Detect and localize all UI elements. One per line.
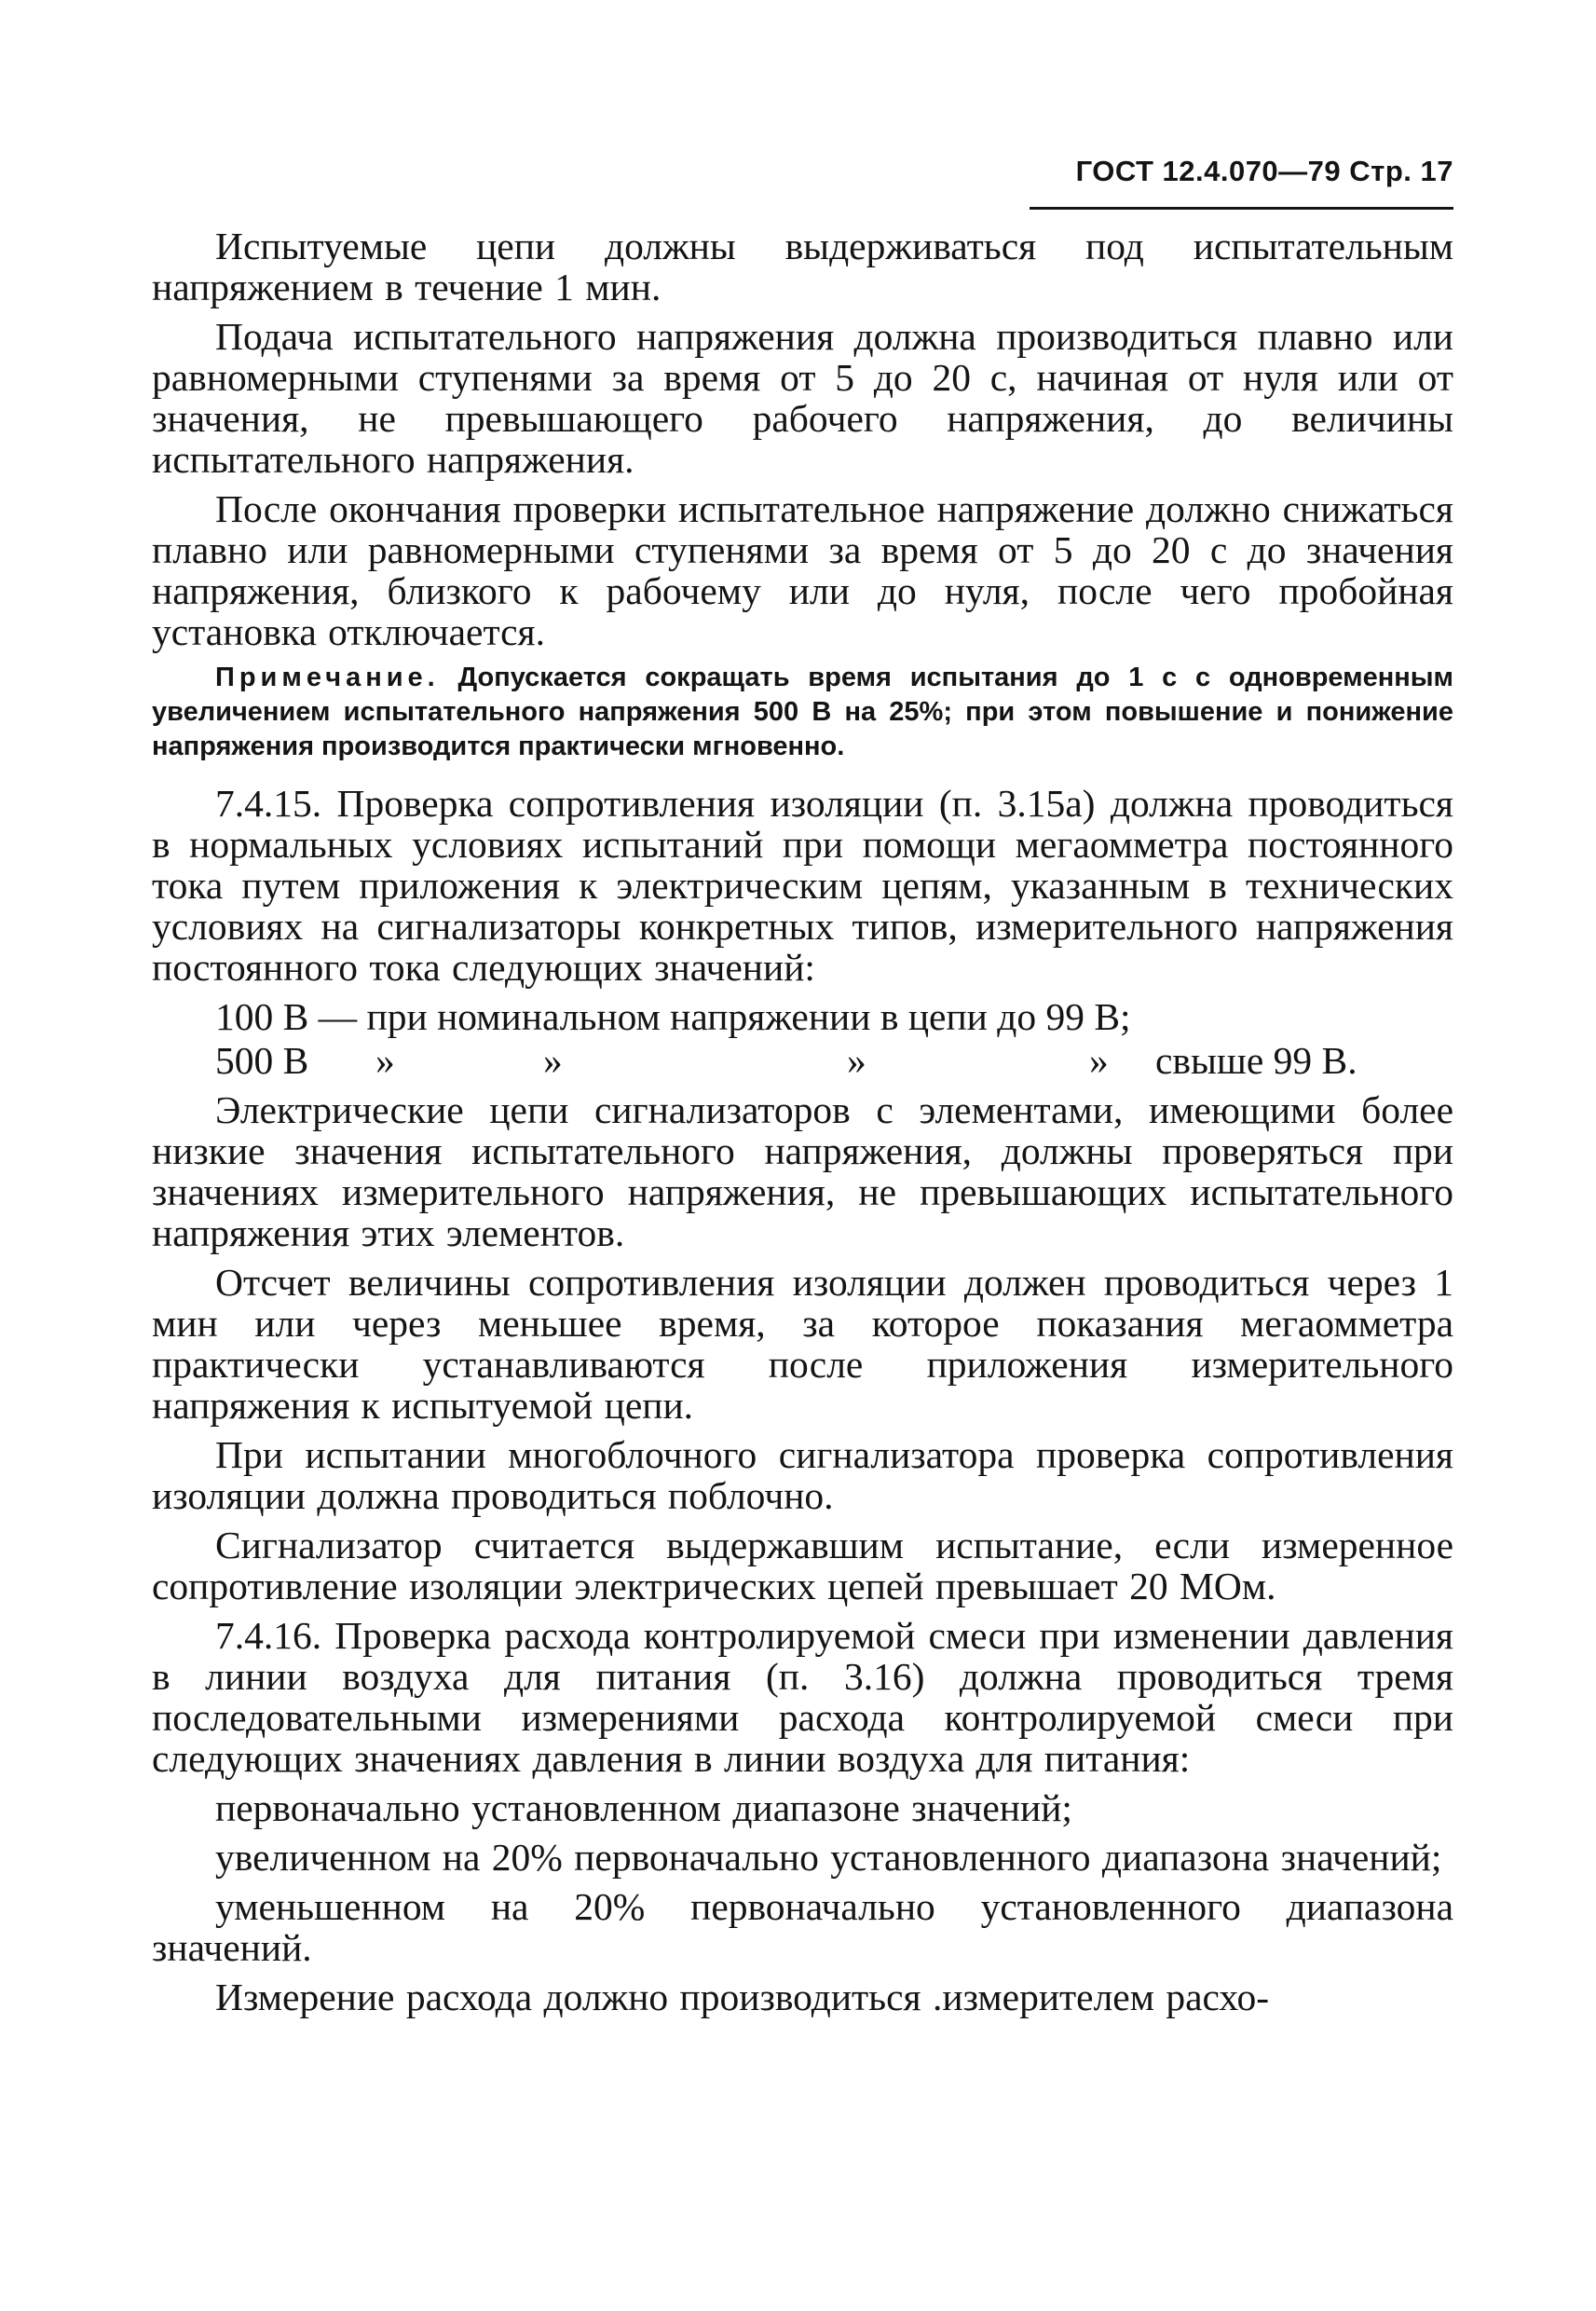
ditto-mark: »: [1089, 1039, 1109, 1082]
section-7-4-15: 7.4.15. Проверка сопротивления изоляции (п. 3.15а) должна проводиться в нормальных условиях испытаний при помощи мегаомметра постоянного тока путем приложения к электрическим цепям, указанным в технических условиях на сигнализаторы конкретных типов, измерительного напряжения постоянного тока следующих значений:: [152, 782, 1453, 989]
standard-number: ГОСТ 12.4.070—79: [1075, 155, 1342, 187]
list-item: уменьшенном на 20% первоначально установленного диапазона значений.: [152, 1885, 1453, 1969]
note-label: Примечание.: [215, 663, 440, 692]
paragraph: Измерение расхода должно производиться .измерителем расхо-: [215, 1976, 1270, 2018]
ditto-mark: »: [543, 1039, 563, 1082]
note-text: Допускается сокращать время испытания до 1 с с одновременным увеличением испытательного напряжения 500 В на 25%; при этом повышение и понижение напряжения производится практически мгновенно.: [152, 663, 1453, 761]
section-7-4-16: 7.4.16. Проверка расхода контролируемой смеси при изменении давления в линии воздуха для питания (п. 3.16) должна проводиться тремя последовательными измерениями расхода контролируемой смеси при следующих значениях давления в линии воздуха для питания:: [152, 1614, 1453, 1780]
list-item: увеличенном на 20% первоначально установленного диапазона значений;: [215, 1836, 1442, 1879]
paragraph: Сигнализатор считается выдержавшим испытание, если измеренное сопротивление изоляции электрических цепей превышает 20 МОм.: [152, 1524, 1453, 1607]
header-rule: [1030, 207, 1453, 210]
paragraph: При испытании многоблочного сигнализатора проверка сопротивления изоляции должна проводиться поблочно.: [152, 1433, 1453, 1517]
paragraph: После окончания проверки испытательное напряжение должно снижаться плавно или равномерными ступенями за время от 5 до 20 с до значения напряжения, близкого к рабочему или до нуля, после чего пробойная установка отключается.: [152, 487, 1453, 653]
paragraph: Отсчет величины сопротивления изоляции должен проводиться через 1 мин или через меньшее время, за которое показания мегаомметра практически устанавливаются после приложения измерительного напряжения к испытуемой цепи.: [152, 1261, 1453, 1427]
document-body: [152, 226, 1453, 2026]
ditto-mark: »: [375, 1039, 395, 1082]
page-header: [1030, 155, 1453, 188]
paragraph: Подача испытательного напряжения должна производиться плавно или равномерными ступенями за время от 5 до 20 с, начиная от нуля или от значения, не превышающего рабочего напряжения, до величины испытательного напряжения.: [152, 315, 1453, 481]
ditto-mark: »: [847, 1039, 866, 1082]
note: [152, 661, 1453, 764]
paragraph: Испытуемые цепи должны выдерживаться под испытательным напряжением в течение 1 мин.: [152, 225, 1453, 308]
voltage-value-line: [152, 1040, 1453, 1081]
list-item: первоначально установленном диапазоне значений;: [215, 1786, 1072, 1829]
voltage-value: 500 В: [215, 1039, 309, 1082]
voltage-value-line: 100 В — при номинальном напряжении в цепи до 99 В;: [215, 995, 1131, 1038]
voltage-threshold: свыше 99 В.: [1155, 1039, 1357, 1082]
paragraph: Электрические цепи сигнализаторов с элементами, имеющими более низкие значения испытательного напряжения, должны проверяться при значениях измерительного напряжения, не превышающих испытательного напряжения этих элементов.: [152, 1088, 1453, 1254]
page-number: Стр. 17: [1349, 155, 1453, 187]
